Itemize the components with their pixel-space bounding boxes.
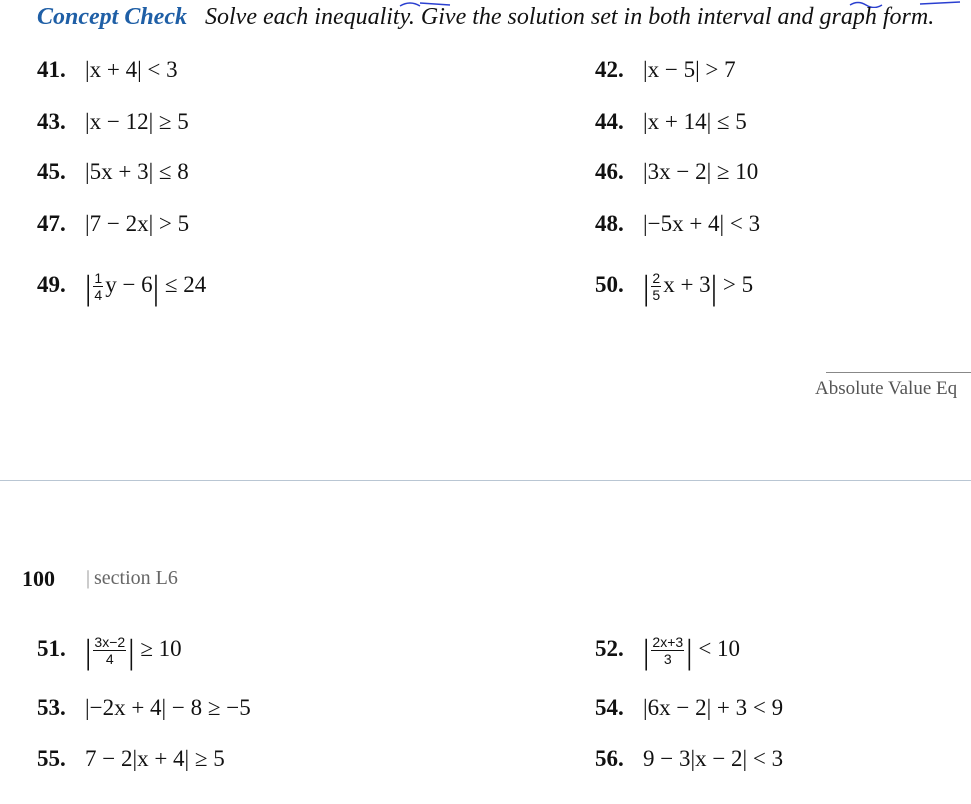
problem-expression: |−5x + 4| < 3	[643, 211, 761, 236]
problem-expression: | $\frac{2x+3}{3}$ | < 10	[643, 630, 741, 671]
problem-43	[37, 108, 189, 136]
problem-41	[37, 56, 178, 84]
problem-expression: |x − 12| ≥ 5	[85, 109, 189, 134]
problem-expression: |x + 4| < 3	[85, 57, 178, 82]
problem-number: 55.	[37, 746, 66, 771]
problem-number: 49.	[37, 271, 66, 297]
problem-46	[595, 158, 758, 186]
fraction: $\frac{3x-2}{4}$	[94, 634, 126, 667]
problem-number: 54.	[595, 695, 624, 720]
problem-number: 48.	[595, 211, 624, 236]
problem-expression: | $\frac{2}{5}$ x + 3| > 5	[643, 266, 754, 307]
problem-number: 50.	[595, 271, 624, 297]
problem-55	[37, 745, 225, 773]
problem-number: 46.	[595, 159, 624, 184]
problem-48	[595, 210, 760, 238]
problem-50	[595, 266, 754, 307]
problem-number: 53.	[37, 695, 66, 720]
fraction: $\frac{2}{5}$	[652, 270, 661, 303]
problem-44	[595, 108, 747, 136]
problem-54	[595, 694, 783, 722]
problem-53	[37, 694, 251, 722]
problem-number: 44.	[595, 109, 624, 134]
concept-check-label: Concept Check	[37, 4, 187, 30]
problem-expression: | $\frac{1}{4}$ y − 6| ≤ 24	[85, 266, 207, 307]
problem-56	[595, 745, 783, 773]
problem-52	[595, 630, 741, 671]
fraction: $\frac{2x+3}{3}$	[652, 634, 684, 667]
problem-expression: 9 − 3|x − 2| < 3	[643, 746, 784, 771]
problem-42	[595, 56, 736, 84]
problem-47	[37, 210, 189, 238]
problem-number: 47.	[37, 211, 66, 236]
footer-rule	[826, 372, 971, 373]
problem-expression: |x − 5| > 7	[643, 57, 736, 82]
problem-49	[37, 266, 207, 307]
problem-expression: |6x − 2| + 3 < 9	[643, 695, 784, 720]
problem-expression: |x + 14| ≤ 5	[643, 109, 747, 134]
problem-expression: |−2x + 4| − 8 ≥ −5	[85, 695, 251, 720]
problem-number: 45.	[37, 159, 66, 184]
problem-number: 41.	[37, 57, 66, 82]
problem-51	[37, 630, 182, 671]
problem-expression: 7 − 2|x + 4| ≥ 5	[85, 746, 225, 771]
page-number: 100	[22, 566, 55, 591]
problem-number: 42.	[595, 57, 624, 82]
section-label: | section L6	[86, 567, 178, 589]
problem-number: 52.	[595, 635, 624, 661]
instruction-text: Solve each inequality. Give the solution set in both interval and graph form.	[205, 4, 935, 30]
problem-number: 56.	[595, 746, 624, 771]
concept-check-heading	[37, 4, 934, 31]
problem-expression: |5x + 3| ≤ 8	[85, 159, 189, 184]
running-head: Absolute Value Eq	[815, 378, 958, 399]
fraction: $\frac{1}{4}$	[94, 270, 103, 303]
problem-number: 51.	[37, 635, 66, 661]
problem-expression: |3x − 2| ≥ 10	[643, 159, 759, 184]
problem-number: 43.	[37, 109, 66, 134]
page-divider	[0, 480, 971, 481]
problem-expression: |7 − 2x| > 5	[85, 211, 190, 236]
problem-expression: | $\frac{3x-2}{4}$ | ≥ 10	[85, 630, 182, 671]
problem-45	[37, 158, 189, 186]
